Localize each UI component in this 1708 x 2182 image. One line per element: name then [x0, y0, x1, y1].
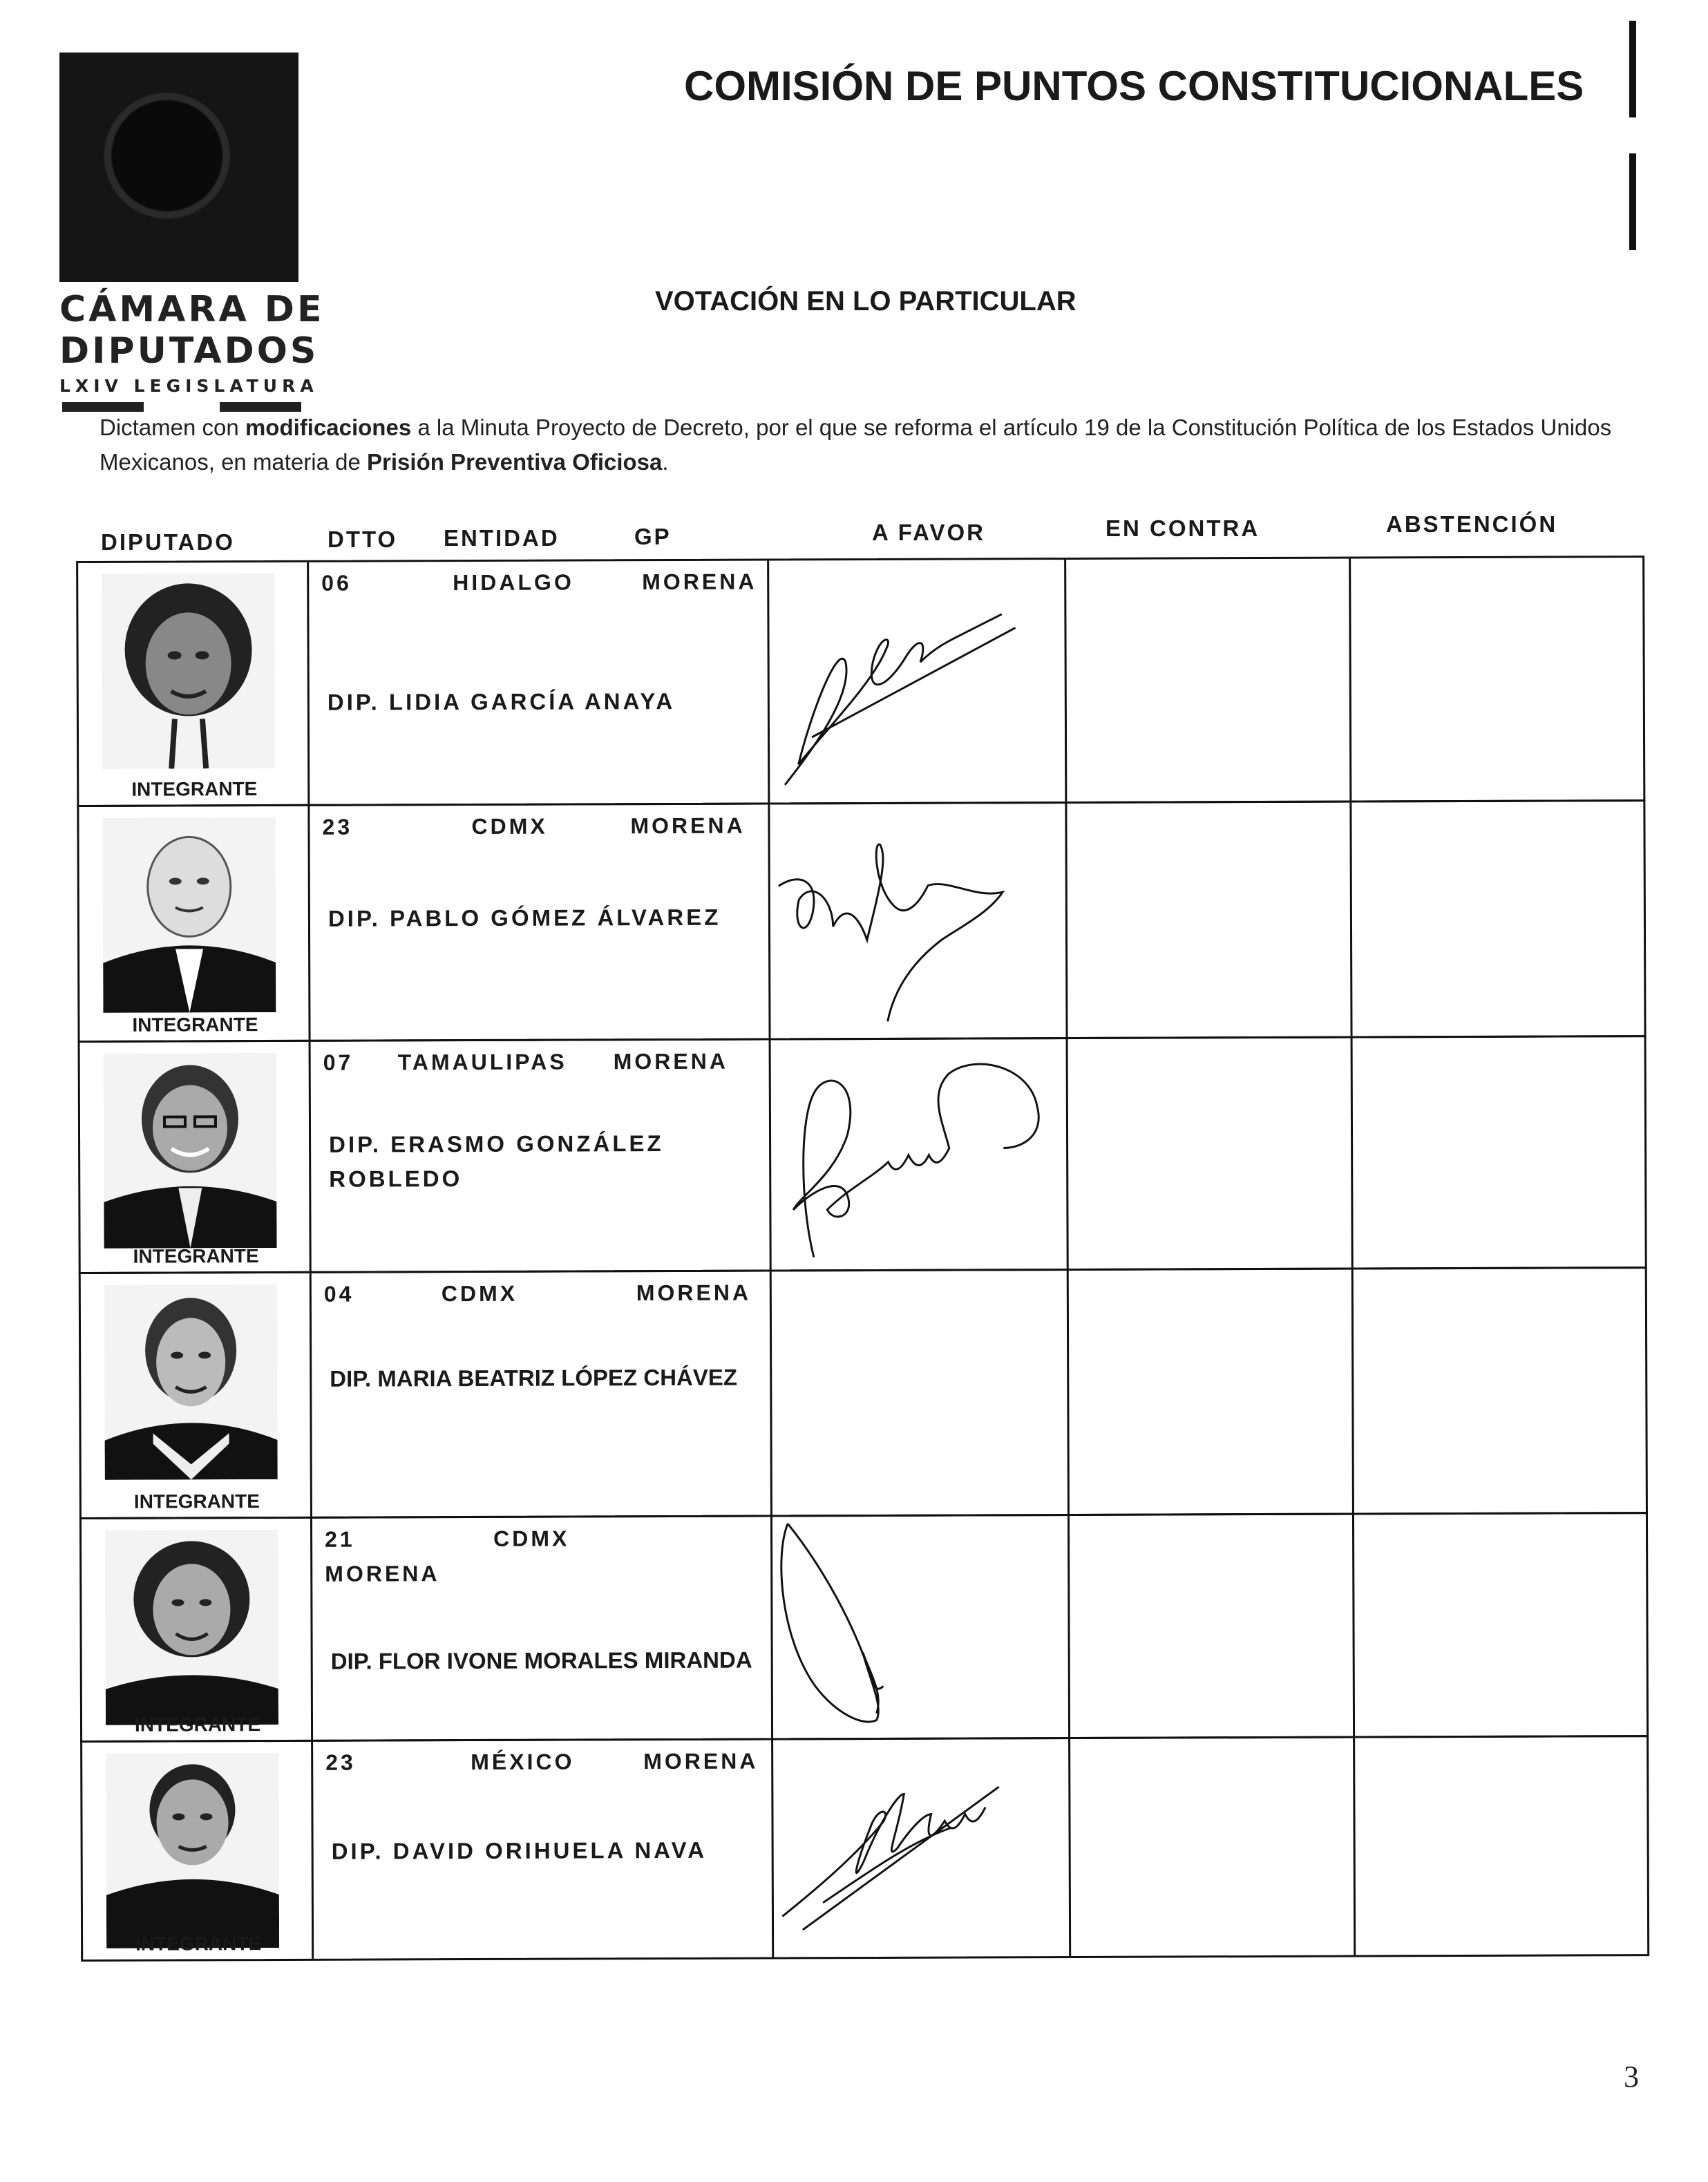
party-name: MORENA [630, 813, 746, 839]
header-diputado: DIPUTADO [101, 529, 235, 555]
deputy-name-line-2: ROBLEDO [329, 1166, 463, 1192]
table-row [76, 556, 1645, 807]
table-row [79, 1512, 1649, 1743]
info-cell [311, 1040, 772, 1271]
district-number: 23 [325, 1749, 356, 1775]
header-a-favor: A FAVOR [872, 520, 986, 545]
intro-bold-1: modificaciones [245, 415, 412, 440]
signature-image [773, 1739, 1069, 1957]
deputy-name [328, 900, 721, 936]
deputy-name-line-1: DIP. FLOR IVONE MORALES MIRANDA [330, 1647, 752, 1674]
signature-image [769, 560, 1065, 802]
signature-image [771, 1039, 1067, 1269]
role-label: INTEGRANTE [133, 1245, 259, 1267]
deputy-photo [102, 573, 275, 769]
party-name: MORENA [613, 1048, 728, 1074]
deputy-name-line-1: DIP. PABLO GÓMEZ ÁLVAREZ [328, 904, 721, 931]
entity-name: CDMX [441, 1280, 518, 1307]
page-title: COMISIÓN DE PUNTOS CONSTITUCIONALES [684, 63, 1584, 109]
district-number: 23 [322, 814, 353, 839]
party-name: MORENA [325, 1561, 440, 1586]
photo-cell [82, 1742, 314, 1960]
info-cell [312, 1517, 773, 1739]
role-label: INTEGRANTE [131, 778, 258, 800]
photo-cell [82, 1519, 313, 1740]
party-name: MORENA [642, 569, 757, 595]
deputy-name [329, 1126, 664, 1197]
photo-cell [80, 1042, 312, 1272]
district-number: 04 [323, 1281, 354, 1307]
abstencion-cell [1351, 558, 1647, 800]
deputy-name-line-1: DIP. MARIA BEATRIZ LÓPEZ CHÁVEZ [330, 1364, 738, 1392]
header-dtto: DTTO [328, 526, 398, 552]
deputy-photo [106, 1753, 279, 1948]
favor-cell [772, 1271, 1070, 1515]
abstencion-cell [1354, 1269, 1650, 1512]
party-name: MORENA [636, 1280, 752, 1306]
header-gp: GP [634, 524, 672, 549]
table-row [80, 1735, 1649, 1962]
intro-text-1: Dictamen con [99, 415, 245, 440]
abstencion-cell [1354, 1514, 1651, 1736]
chamber-logo-text [59, 289, 324, 398]
contra-cell [1070, 1515, 1355, 1737]
logo-line-1: CÁMARA DE [59, 289, 325, 330]
logo-line-2: DIPUTADOS [59, 330, 319, 372]
deputy-photo [104, 1053, 277, 1249]
deputy-name [330, 1360, 737, 1396]
deputy-photo [105, 1530, 278, 1725]
signature-image [770, 804, 1065, 1038]
intro-text-2: a la Minuta Proyecto de Decreto, por el que se reforma el artículo 19 de la Constitución Política de los Estados Unidos Mexicanos, en materia de [99, 415, 1612, 475]
contra-cell [1066, 559, 1351, 801]
table-row [78, 1035, 1647, 1274]
info-cell [309, 560, 770, 804]
table-row [79, 1266, 1648, 1519]
info-cell [313, 1740, 774, 1958]
role-label: INTEGRANTE [134, 1714, 261, 1736]
entity-name: CDMX [493, 1526, 570, 1551]
margin-mark-bottom [1629, 153, 1636, 250]
deputy-photo [102, 817, 276, 1013]
favor-cell [770, 804, 1068, 1038]
intro-bold-2: Prisión Preventiva Oficiosa [367, 449, 663, 475]
favor-cell [772, 1516, 1070, 1738]
chamber-logo-image [59, 53, 298, 282]
info-cell [310, 804, 770, 1039]
contra-cell [1070, 1738, 1356, 1956]
page-subtitle: VOTACIÓN EN LO PARTICULAR [655, 286, 1076, 316]
table-row [77, 799, 1646, 1043]
deputy-photo [104, 1284, 278, 1480]
header-entidad: ENTIDAD [444, 525, 560, 551]
contra-cell [1067, 803, 1352, 1037]
deputy-name [328, 684, 676, 720]
party-name: MORENA [643, 1748, 759, 1774]
role-label: INTEGRANTE [132, 1014, 258, 1036]
contra-cell [1069, 1270, 1354, 1514]
contra-cell [1068, 1038, 1354, 1269]
district-number: 07 [323, 1050, 354, 1075]
intro-paragraph [99, 410, 1640, 480]
entity-name: CDMX [471, 813, 548, 839]
favor-cell [773, 1739, 1071, 1957]
favor-cell [769, 560, 1067, 802]
deputy-name [331, 1643, 752, 1679]
abstencion-cell [1355, 1737, 1651, 1955]
entity-name: TAMAULIPAS [397, 1049, 567, 1075]
page-number: 3 [1624, 2060, 1639, 2094]
header-en-contra: EN CONTRA [1106, 515, 1260, 541]
header-abstencion: ABSTENCIÓN [1386, 511, 1558, 537]
info-cell [312, 1271, 772, 1516]
abstencion-cell [1353, 1037, 1649, 1267]
vote-table [76, 529, 1649, 1962]
entity-name: HIDALGO [453, 569, 574, 596]
role-label: INTEGRANTE [133, 1490, 260, 1512]
abstencion-cell [1351, 801, 1648, 1036]
margin-mark-top [1629, 21, 1636, 117]
photo-cell [79, 806, 310, 1041]
logo-line-3: LXIV LEGISLATURA [59, 376, 319, 396]
favor-cell [771, 1039, 1069, 1269]
role-label: INTEGRANTE [135, 1933, 262, 1955]
entity-name: MÉXICO [471, 1749, 575, 1775]
deputy-name-line-1: DIP. ERASMO GONZÁLEZ [329, 1130, 664, 1157]
deputy-name [332, 1833, 708, 1869]
district-number: 06 [321, 570, 352, 596]
intro-text-3: . [662, 449, 669, 475]
deputy-name-line-1: DIP. DAVID ORIHUELA NAVA [331, 1837, 708, 1864]
district-number: 21 [325, 1526, 355, 1552]
signature-image [772, 1516, 1068, 1738]
deputy-name-line-1: DIP. LIDIA GARCÍA ANAYA [327, 687, 676, 715]
photo-cell [81, 1273, 312, 1517]
photo-cell [78, 562, 310, 805]
